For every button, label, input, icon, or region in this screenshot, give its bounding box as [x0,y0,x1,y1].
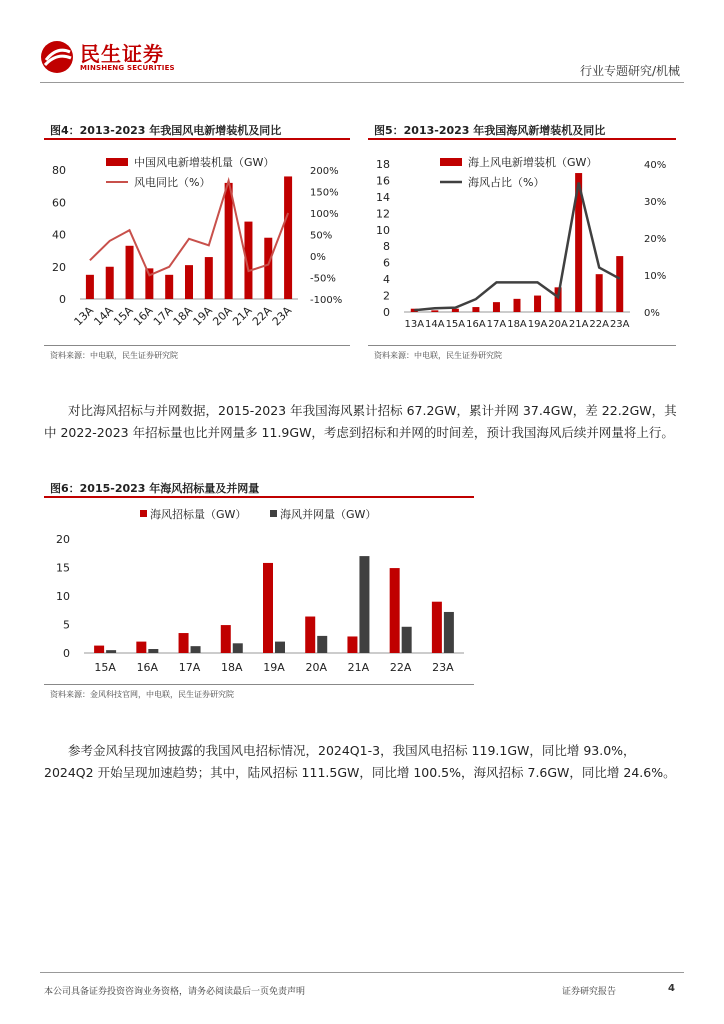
bar [444,612,454,653]
x-tick-label: 14A [91,303,116,329]
legend-swatch [270,510,277,517]
y-right-tick-label: 10% [644,271,667,282]
page-number: 4 [668,983,675,994]
x-tick-label: 14A [425,319,445,330]
paragraph-bidding-2024: 参考金风科技官网披露的我国风电招标情况，2024Q1-3，我国风电招标 119.1GW，同比增 93.0%，2024Q2 开始呈现加速趋势；其中，陆风招标 111.5GW，同比增 100.5%，海风招标 7.6GW，同比增 24.6%。 [44,743,676,780]
x-tick-label: 22A [249,303,275,329]
fig6-bottom-rule [44,684,474,685]
x-tick-label: 17A [150,303,176,329]
x-tick-label: 23A [269,303,295,329]
fig5-title: 图5：2013-2023 年我国海风新增装机及同比 [374,124,606,137]
bar [452,309,459,312]
bar [165,275,173,299]
x-tick-label: 16A [131,303,156,329]
bar [534,296,541,312]
legend-label: 海风招标量（GW） [150,508,247,521]
bar [359,556,369,653]
bar [148,649,158,653]
line-series [90,181,288,275]
y-left-tick-label: 12 [376,207,390,221]
x-tick-label: 13A [71,303,97,329]
fig5-source: 资料来源：中电联，民生证券研究院 [374,351,502,360]
y-left-tick-label: 8 [383,240,390,254]
y-right-tick-label: 0% [644,308,660,319]
x-tick-label: 15A [94,661,116,674]
y-left-tick-label: 0 [383,306,390,319]
header-divider [40,82,684,83]
y-left-tick-label: 80 [52,164,66,177]
y-right-tick-label: 0% [310,252,326,263]
x-tick-label: 19A [190,303,215,329]
bar [275,642,285,653]
y-left-tick-label: 14 [376,190,390,204]
logo-mark-icon [40,40,74,74]
fig5-bottom-rule [368,345,676,346]
x-tick-label: 21A [568,319,589,330]
x-tick-label: 20A [305,661,327,674]
fig6-title: 图6：2015-2023 年海风招标量及并网量 [50,482,260,495]
y-left-tick-label: 20 [52,260,66,274]
footer-disclaimer: 本公司具备证券投资咨询业务资格，请务必阅读最后一页免责声明 [44,987,306,997]
bar [191,646,201,653]
bar [106,267,114,299]
x-tick-label: 18A [170,303,196,329]
fig4-chart [44,142,350,342]
fig6-chart [44,500,474,680]
logo-text-cn: 民生证券 [80,42,164,66]
bar [402,627,412,653]
bar [317,636,327,653]
bar [205,257,213,299]
legend-label: 海风并网量（GW） [280,508,377,521]
x-tick-label: 16A [466,319,486,330]
y-tick-label: 0 [63,647,70,660]
y-left-tick-label: 40 [52,228,66,242]
y-left-tick-label: 4 [383,273,390,287]
bar [225,183,233,299]
bar [493,302,500,312]
y-right-tick-label: 40% [644,160,667,171]
footer-divider [40,972,684,973]
y-left-tick-label: 60 [52,196,66,210]
x-tick-label: 20A [548,319,568,330]
x-tick-label: 17A [486,319,507,330]
y-left-tick-label: 18 [376,158,390,171]
legend-line-label: 海风占比（%） [468,176,545,189]
bar [179,633,189,653]
fig5-chart [368,142,676,342]
y-left-tick-label: 2 [383,289,390,303]
x-tick-label: 21A [347,661,370,674]
x-tick-label: 19A [527,319,548,330]
fig4-source: 资料来源：中电联，民生证券研究院 [50,351,178,360]
legend-bar-swatch [440,158,462,166]
fig4-top-rule [44,138,350,140]
bar [596,274,603,312]
y-right-tick-label: 150% [310,187,339,199]
report-category: 行业专题研究/机械 [579,64,680,78]
x-tick-label: 19A [263,661,285,674]
brand-logo [40,38,200,78]
fig6-source: 资料来源：金风科技官网，中电联，民生证券研究院 [50,690,234,699]
y-tick-label: 10 [56,590,70,603]
x-tick-label: 21A [230,303,255,329]
bar [136,642,146,653]
legend-bar-label: 中国风电新增装机量（GW） [134,156,275,169]
x-tick-label: 23A [609,319,630,330]
y-right-tick-label: 50% [310,230,333,242]
paragraph-offshore-bidding: 对比海风招标与并网数据，2015-2023 年我国海风累计招标 67.2GW，累计并网 37.4GW，差 22.2GW，其中 2022-2023 年招标量也比并网量多 11.9GW，考虑到招标和并网的时间差，预计我国海风后续并网量将上行。 [44,403,677,440]
y-left-tick-label: 0 [59,293,66,306]
bar [221,625,231,653]
y-left-tick-label: 10 [376,223,390,237]
x-tick-label: 16A [136,661,159,674]
fig6-top-rule [44,496,474,498]
y-left-tick-label: 16 [376,174,390,188]
bar [263,563,273,653]
y-right-tick-label: 100% [310,209,339,220]
line-series [414,183,619,311]
y-tick-label: 15 [56,561,70,575]
bar [431,310,438,312]
bar [305,617,315,653]
bar [94,646,104,653]
y-left-tick-label: 6 [383,256,390,270]
x-tick-label: 17A [178,661,201,674]
x-tick-label: 18A [507,319,527,330]
x-tick-label: 13A [404,319,425,330]
x-tick-label: 18A [221,661,243,674]
y-right-tick-label: 30% [644,197,667,208]
x-tick-label: 22A [589,319,609,330]
legend-bar-swatch [106,158,128,166]
x-tick-label: 15A [111,303,136,329]
bar [86,275,94,299]
fig5-top-rule [368,138,676,140]
bar [126,246,134,299]
bar [472,307,479,312]
x-tick-label: 22A [389,661,412,674]
bar [185,265,193,299]
logo-text-en: MINSHENG SECURITIES [80,64,175,72]
bar [284,176,292,299]
x-tick-label: 20A [210,303,235,329]
y-right-tick-label: 200% [310,166,339,177]
bar [390,568,400,653]
bar [264,238,272,299]
y-tick-label: 20 [56,533,70,546]
x-tick-label: 23A [432,661,454,674]
bar [106,650,116,653]
bar [514,299,521,312]
bar [347,636,357,653]
legend-line-label: 风电同比（%） [134,176,211,189]
y-tick-label: 5 [63,618,70,632]
y-right-tick-label: 20% [644,234,667,245]
y-right-tick-label: -50% [310,273,336,285]
footer-report-type: 证券研究报告 [562,987,617,997]
x-tick-label: 15A [445,319,466,330]
y-right-tick-label: -100% [310,295,343,306]
legend-swatch [140,510,147,517]
bar [616,256,623,312]
bar [233,643,243,653]
fig4-bottom-rule [44,345,350,346]
legend-bar-label: 海上风电新增装机（GW） [468,156,598,169]
bar [432,602,442,653]
fig4-title: 图4：2013-2023 年我国风电新增装机及同比 [50,124,282,137]
